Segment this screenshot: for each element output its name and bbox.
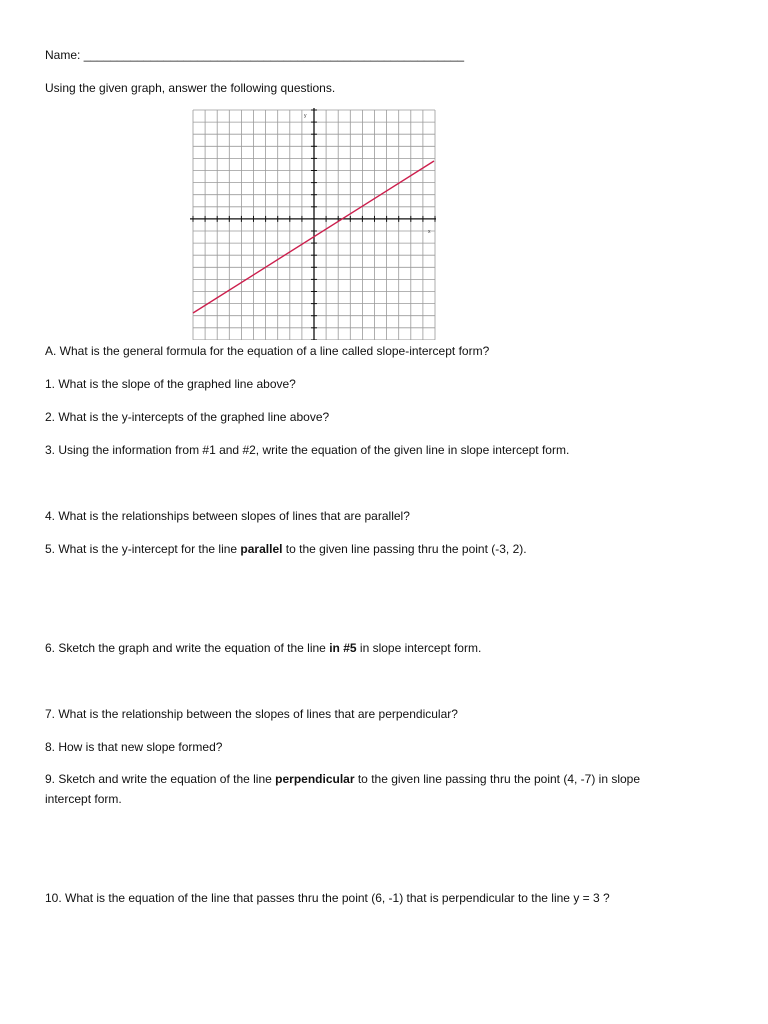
question-6-bold: in #5 <box>329 641 357 655</box>
question-8: 8. How is that new slope formed? <box>45 740 223 754</box>
question-6 <box>45 641 481 655</box>
question-3: 3. Using the information from #1 and #2, write the equation of the given line in slope intercept form. <box>45 443 570 457</box>
name-blank[interactable]: _________________________________________________________ <box>83 48 465 62</box>
question-2: 2. What is the y-intercepts of the graphed line above? <box>45 410 330 424</box>
question-6-pre: 6. Sketch the graph and write the equation of the line <box>45 641 330 655</box>
x-axis-label: x <box>428 229 431 235</box>
question-5 <box>45 542 527 556</box>
instructions: Using the given graph, answer the following questions. <box>45 81 336 95</box>
question-9-pre: 9. Sketch and write the equation of the line <box>45 772 276 786</box>
question-5-bold: parallel <box>240 542 283 556</box>
question-a: A. What is the general formula for the equation of a line called slope-intercept form? <box>45 344 490 358</box>
question-10: 10. What is the equation of the line that passes thru the point (6, -1) that is perpendicular to the line y = 3 ? <box>45 891 610 905</box>
question-5-pre: 5. What is the y-intercept for the line <box>45 542 241 556</box>
y-axis-label: y <box>304 113 307 119</box>
question-7: 7. What is the relationship between the slopes of lines that are perpendicular? <box>45 707 458 721</box>
question-9 <box>45 769 685 809</box>
graph-axes <box>190 108 436 340</box>
name-line <box>45 48 464 62</box>
question-6-post: in slope intercept form. <box>356 641 482 655</box>
question-9-post: to the given line passing thru the point (4, -7) in slope intercept form. <box>45 772 641 806</box>
coordinate-graph <box>190 108 436 340</box>
name-label: Name: <box>45 48 81 62</box>
question-1: 1. What is the slope of the graphed line above? <box>45 377 296 391</box>
question-4: 4. What is the relationships between slopes of lines that are parallel? <box>45 509 410 523</box>
question-9-bold: perpendicular <box>275 772 355 786</box>
question-5-post: to the given line passing thru the point (-3, 2). <box>282 542 527 556</box>
